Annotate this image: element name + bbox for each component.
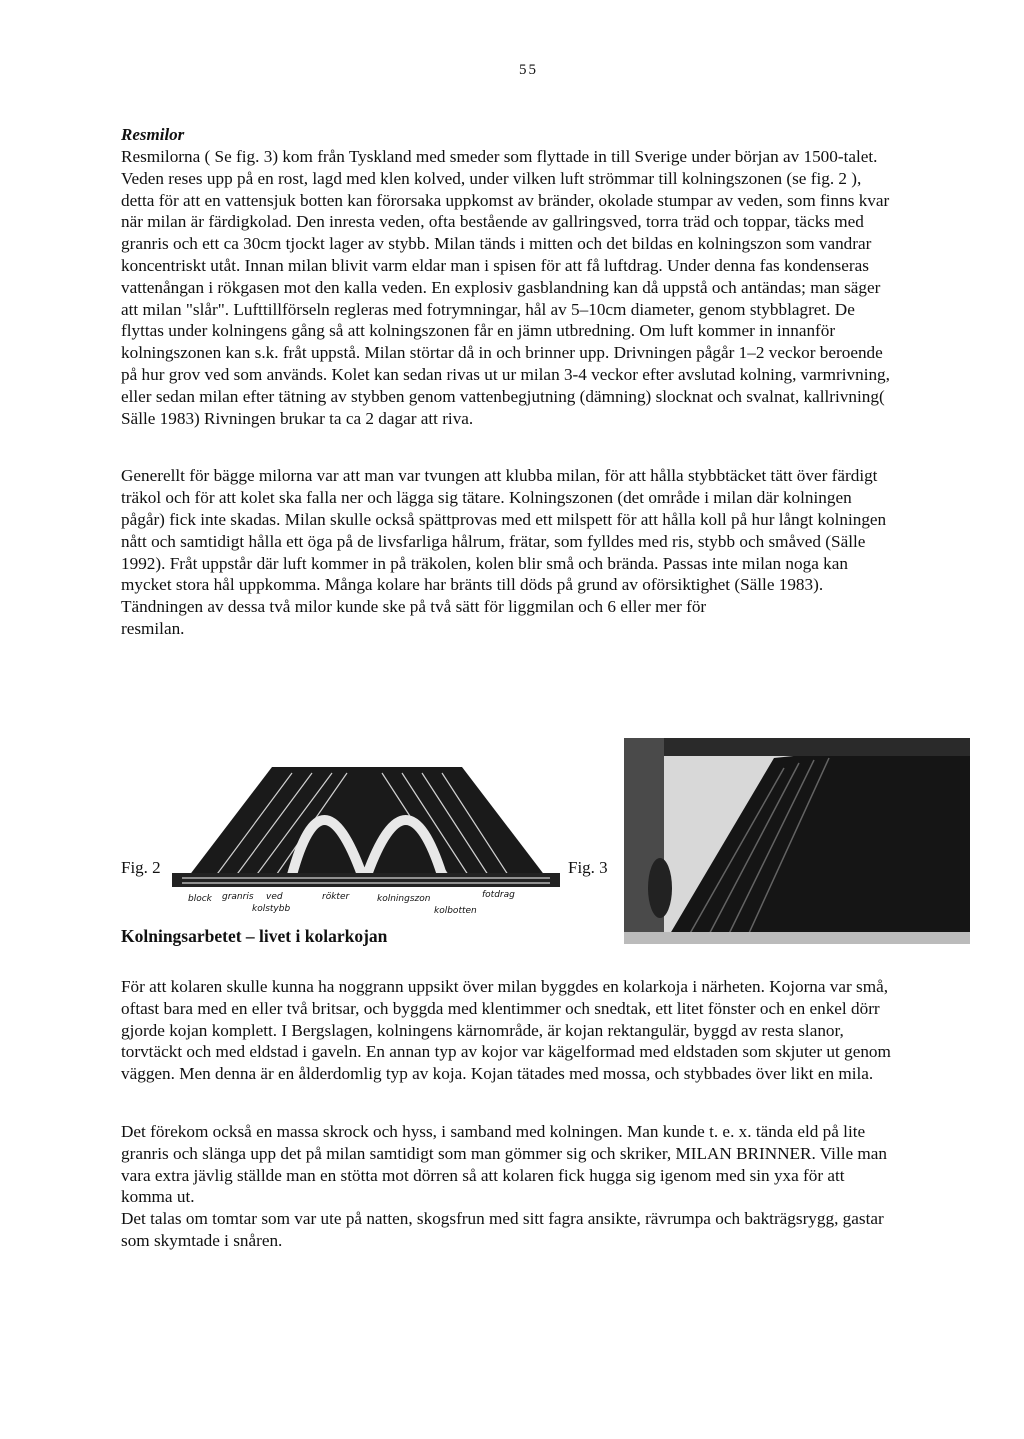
annotation-granris: granris xyxy=(222,892,254,902)
annotation-kolstybb: kolstybb xyxy=(252,904,291,914)
annotation-block: block xyxy=(188,894,212,904)
section-title-resmilor: Resmilor xyxy=(121,125,185,144)
figure-2-label: Fig. 2 xyxy=(121,858,161,877)
figure-3-label: Fig. 3 xyxy=(568,858,608,877)
paragraph-tomtar: Det talas om tomtar som var ute på natten, skogsfrun med sitt fagra ansikte, rävrumpa och bakträgsrygg, gastar som skymtade i snåren. xyxy=(121,1209,884,1250)
paragraph-skrock: Det förekom också en massa skrock och hyss, i samband med kolningen. Man kunde t. e. x. tända eld på lite granris och slänga upp det på milan samtidigt som man gömmer sig och skriker, MILAN BRINNER. Ville man vara extra jävlig ställde man en stötta mot dörren så att kolaren fick hugga sig igenom med sin yxa för att komma ut. xyxy=(121,1121,888,1207)
paragraph-resmilor: Resmilorna ( Se fig. 3) kom från Tyskland med smeder som flyttade in till Sverige under början av 1500-talet. Veden reses upp på en rost, lagd med klen kolved, under vilken luft strömmar till kolningszonen (se fig. 2 ), detta för att en vattensjuk botten kan förorsaka uppkomst av bränder, okolade stumpar av veden, som finns kvar när milan är färdigkolad. Den inresta veden, ofta bestående av gallringsved, torra träd och toppar, täcks med granris och ett ca 30cm tjockt lager av stybb. Milan tänds i mitten och det bildas en kolningszon som vandrar koncentriskt utåt. Innan milan blivit varm eldar man i spisen för att få luftdrag. Under denna fas kondenseras vattenångan i rökgasen mot den kalla veden. En explosiv gasblandning kan då uppstå och antändas; man säger att milan "slår". Lufttillförseln regleras med fotrymningar, hål av 5–10cm diameter, genom stybblagret. De flyttas under kolningens gång så att kolningszonen får en jämn utbredning. Om luft kommer in innanför kolningszonen kan s.k. fråt uppstå. Milan störtar då in och brinner upp. Drivningen pågår 1–2 veckor beroende på hur grov ved som används. Kolet kan sedan rivas ut ur milan 3-4 veckor efter avslutad kolning, varmrivning, eller sedan milan efter tätning av stybben genom vattenbegjutning (dämning) slocknat och svalnat, kallrivning( Sälle 1983) Rivningen brukar ta ca 2 dagar att riva. xyxy=(121,147,890,428)
figure-2-illustration xyxy=(172,745,560,915)
section-kolningsarbetet xyxy=(121,976,891,1252)
annotation-kolningszon: kolningszon xyxy=(377,894,431,904)
resmila-drawing xyxy=(172,745,560,915)
paragraph-general-end: resmilan. xyxy=(121,618,185,638)
section-title-kolningsarbetet: Kolningsarbetet – livet i kolarkojan xyxy=(121,926,388,946)
paragraph-general: Generellt för bägge milorna var att man var tvungen att klubba milan, för att hålla stybbtäcket tätt över färdigt träkol och för att kolet ska falla ner och lägga sig tätare. Kolningszonen (det område i milan där kolningen pågår) fick inte skadas. Milan skulle också spättprovas med ett milspett för att hålla koll på hur långt kolningen nått och samtidigt hålla ett öga på de livsfarliga hålrum, frätar, som fylldes med ris, stybb och småved (Sälle 1992). Fråt uppstår där luft kommer in på träkolen, kolen blir små och brända. Passas inte milan noga kan mycket stora hål uppkomma. Många kolare har bränts till döds på grund av oförsiktighet (Sälle 1983). Tändningen av dessa två milor kunde ske på två sätt för liggmilan och 6 eller mer för xyxy=(121,466,887,617)
section-resmilor xyxy=(121,124,891,640)
annotation-ved: ved xyxy=(266,892,283,902)
paragraph-kolarkoja: För att kolaren skulle kunna ha noggrann uppsikt över milan byggdes en kolarkoja i närheten. Kojorna var små, oftast bara med en eller två britsar, och byggda med klentimmer och snedtak, ett litet fönster och en enkel dörr gjorde kojan komplett. I Bergslagen, kolningens kärnområde, är kojan rektangulär, byggd av resta slanor, torvtäckt och med eldstad i gaveln. En annan typ av kojor var kägelformad med eldstaden som skjuter ut genom väggen. Men denna är en ålderdomlig typ av koja. Kojan tätades med mossa, och stybbades över likt en mila. xyxy=(121,977,891,1084)
figure-3-photo xyxy=(624,738,970,944)
page-number: 55 xyxy=(519,62,538,78)
annotation-rokter: rökter xyxy=(322,892,350,902)
resmila-photo xyxy=(624,738,970,944)
annotation-fotdrag: fotdrag xyxy=(482,890,515,900)
annotation-kolbotten: kolbotten xyxy=(434,906,477,915)
